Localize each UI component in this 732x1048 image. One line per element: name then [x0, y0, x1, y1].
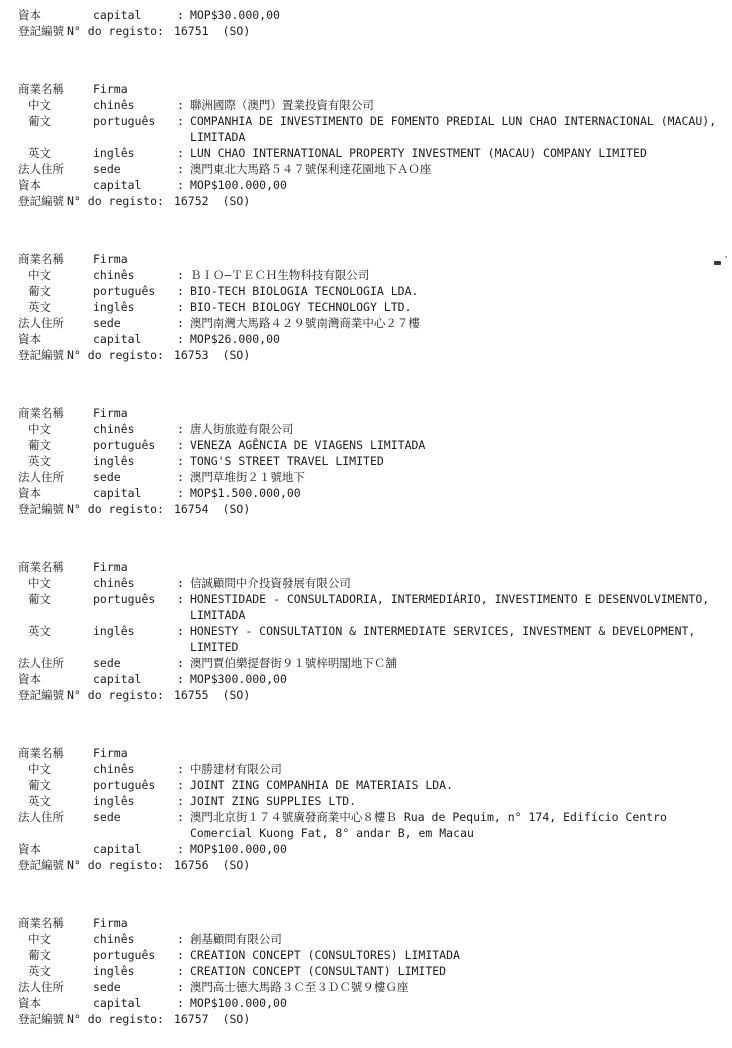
registry-suffix: (SO) — [222, 858, 251, 872]
portuguese-label-pt: português — [93, 284, 156, 298]
capital-label-zh: 資本 — [18, 332, 41, 346]
chinese-name-value: 聯洲國際（澳門）置業投資有限公司 — [189, 98, 374, 112]
capital-row — [0, 177, 732, 193]
colon-separator: : — [177, 470, 184, 484]
seat-value: 澳門北京街１７４號廣發商業中心８樓Ｂ Rua de Pequim, n° 174, Edifício Centro Comercial Kuong Fat, 8° andar B, em Macau — [189, 810, 667, 840]
colon-separator: : — [177, 996, 184, 1010]
registry-suffix: (SO) — [222, 348, 251, 362]
english-name-wrap — [177, 299, 732, 315]
colon-separator: : — [177, 964, 184, 978]
firm-header-row — [0, 915, 732, 931]
chinese-name-row — [0, 267, 732, 283]
portuguese-label-pt: português — [93, 948, 156, 962]
firm-header-row — [0, 559, 732, 575]
capital-label-pt: capital — [93, 178, 142, 192]
english-name-wrap — [177, 793, 732, 809]
seat-value-wrap — [177, 809, 732, 841]
firm-label-zh: 商業名稱 — [18, 252, 64, 266]
english-name-value: BIO-TECH BIOLOGY TECHNOLOGY LTD. — [189, 300, 412, 314]
firm-label-pt: Firma — [93, 560, 128, 574]
registry-number-row — [0, 23, 732, 39]
english-name-row — [0, 453, 732, 469]
seat-label-zh: 法人住所 — [18, 470, 64, 484]
portuguese-label-pt: português — [93, 778, 156, 792]
chinese-name-row — [0, 97, 732, 113]
firm-label-zh: 商業名稱 — [18, 916, 64, 930]
registry-entry-partial — [0, 7, 732, 39]
registry-label-zh: 登記編號 — [18, 502, 64, 516]
english-label-zh: 英文 — [28, 794, 51, 808]
english-label-pt: inglês — [93, 300, 135, 314]
portuguese-label-pt: português — [93, 114, 156, 128]
capital-row — [0, 995, 732, 1011]
registry-suffix: (SO) — [222, 24, 251, 38]
chinese-name-row — [0, 575, 732, 591]
registry-label-pt: N° do registo: — [67, 688, 164, 702]
scan-artifact-speck — [714, 261, 721, 265]
portuguese-name-row — [0, 777, 732, 793]
registry-label-zh: 登記編號 — [18, 194, 64, 208]
firm-label-zh: 商業名稱 — [18, 406, 64, 420]
chinese-name-row — [0, 761, 732, 777]
portuguese-name-wrap — [177, 777, 732, 793]
capital-row — [0, 841, 732, 857]
colon-separator: : — [177, 624, 184, 638]
colon-separator: : — [177, 762, 184, 776]
seat-row — [0, 469, 732, 485]
colon-separator: : — [177, 8, 184, 22]
registry-label-zh: 登記編號 — [18, 1012, 64, 1026]
capital-value: MOP$100.000,00 — [189, 842, 287, 856]
capital-value-wrap — [177, 841, 732, 857]
registry-entry — [0, 559, 732, 703]
portuguese-name-value: JOINT ZING COMPANHIA DE MATERIAIS LDA. — [189, 778, 454, 792]
seat-value-wrap — [177, 655, 732, 671]
colon-separator: : — [177, 438, 184, 452]
registry-number: 16755 — [173, 688, 209, 702]
chinese-label-zh: 中文 — [28, 268, 51, 282]
portuguese-name-wrap — [177, 113, 732, 145]
seat-label-pt: sede — [93, 656, 121, 670]
capital-row — [0, 671, 732, 687]
english-label-pt: inglês — [93, 454, 135, 468]
english-name-value: HONESTY - CONSULTATION & INTERMEDIATE SERVICES, INVESTMENT & DEVELOPMENT, LIMITED — [189, 624, 696, 654]
colon-separator: : — [177, 576, 184, 590]
capital-label-zh: 資本 — [18, 996, 41, 1010]
seat-value: 澳門草堆街２１號地下 — [189, 470, 305, 484]
colon-separator: : — [177, 672, 184, 686]
colon-separator: : — [177, 842, 184, 856]
registry-number-row — [0, 347, 732, 363]
seat-label-zh: 法人住所 — [18, 162, 64, 176]
chinese-label-pt: chinês — [93, 576, 135, 590]
portuguese-label-zh: 葡文 — [28, 284, 51, 298]
capital-value-wrap — [177, 995, 732, 1011]
colon-separator: : — [177, 656, 184, 670]
registry-number-row — [0, 193, 732, 209]
capital-value-wrap — [177, 485, 732, 501]
capital-value-wrap — [177, 671, 732, 687]
english-name-wrap — [177, 623, 732, 655]
english-name-row — [0, 299, 732, 315]
registry-number-row — [0, 501, 732, 517]
portuguese-name-row — [0, 947, 732, 963]
capital-value-wrap — [177, 331, 732, 347]
english-label-zh: 英文 — [28, 964, 51, 978]
portuguese-name-wrap — [177, 591, 732, 623]
portuguese-name-value: BIO-TECH BIOLOGIA TECNOLOGIA LDA. — [189, 284, 419, 298]
portuguese-name-value: COMPANHIA DE INVESTIMENTO DE FOMENTO PREDIAL LUN CHAO INTERNACIONAL (MACAU), LIMITADA — [189, 114, 717, 144]
capital-label-pt: capital — [93, 842, 142, 856]
english-name-wrap — [177, 963, 732, 979]
seat-value-wrap — [177, 469, 732, 485]
colon-separator: : — [177, 162, 184, 176]
english-name-wrap — [177, 453, 732, 469]
colon-separator: : — [177, 592, 184, 606]
portuguese-name-value: HONESTIDADE - CONSULTADORIA, INTERMEDIÁRIO, INVESTIMENTO E DESENVOLVIMENTO, LIMITADA — [189, 592, 710, 622]
capital-label-zh: 資本 — [18, 486, 41, 500]
chinese-label-pt: chinês — [93, 762, 135, 776]
colon-separator: : — [177, 98, 184, 112]
seat-value-wrap — [177, 161, 732, 177]
chinese-label-zh: 中文 — [28, 422, 51, 436]
seat-row — [0, 315, 732, 331]
seat-value: 澳門高士德大馬路３Ｃ至３ＤＣ號９樓Ｇ座 — [189, 980, 409, 994]
portuguese-name-wrap — [177, 437, 732, 453]
seat-value: 澳門賈伯樂提督街９１號梓明閣地下Ｃ舖 — [189, 656, 397, 670]
colon-separator: : — [177, 146, 184, 160]
english-label-zh: 英文 — [28, 146, 51, 160]
capital-row — [0, 485, 732, 501]
capital-label-zh: 資本 — [18, 842, 41, 856]
capital-row — [0, 331, 732, 347]
seat-value: 澳門南灣大馬路４２９號南灣商業中心２７樓 — [189, 316, 420, 330]
portuguese-name-wrap — [177, 283, 732, 299]
capital-value: MOP$1.500.000,00 — [189, 486, 301, 500]
english-name-row — [0, 145, 732, 161]
portuguese-name-row — [0, 591, 732, 623]
seat-value-wrap — [177, 979, 732, 995]
portuguese-label-pt: português — [93, 438, 156, 452]
portuguese-label-zh: 葡文 — [28, 114, 51, 128]
capital-label-zh: 資本 — [18, 672, 41, 686]
firm-header-row — [0, 251, 732, 267]
seat-label-zh: 法人住所 — [18, 656, 64, 670]
chinese-name-wrap — [177, 421, 732, 437]
registry-label-pt: N° do registo: — [67, 348, 164, 362]
chinese-name-row — [0, 421, 732, 437]
english-name-wrap — [177, 145, 732, 161]
registry-entry — [0, 915, 732, 1027]
registry-label-zh: 登記編號 — [18, 858, 64, 872]
chinese-label-pt: chinês — [93, 422, 135, 436]
registry-suffix: (SO) — [222, 688, 251, 702]
portuguese-name-value: VENEZA AGÊNCIA DE VIAGENS LIMITADA — [189, 438, 426, 452]
seat-label-zh: 法人住所 — [18, 810, 64, 824]
chinese-name-wrap — [177, 761, 732, 777]
capital-value: MOP$100.000,00 — [189, 178, 287, 192]
colon-separator: : — [177, 932, 184, 946]
registry-suffix: (SO) — [222, 502, 251, 516]
registry-number: 16753 — [173, 348, 209, 362]
english-label-pt: inglês — [93, 964, 135, 978]
english-label-pt: inglês — [93, 794, 135, 808]
colon-separator: : — [177, 268, 184, 282]
portuguese-name-wrap — [177, 947, 732, 963]
english-label-pt: inglês — [93, 624, 135, 638]
chinese-label-zh: 中文 — [28, 98, 51, 112]
chinese-label-zh: 中文 — [28, 932, 51, 946]
english-name-value: JOINT ZING SUPPLIES LTD. — [189, 794, 357, 808]
seat-label-pt: sede — [93, 810, 121, 824]
portuguese-label-pt: português — [93, 592, 156, 606]
english-label-pt: inglês — [93, 146, 135, 160]
colon-separator: : — [177, 486, 184, 500]
capital-label-pt: capital — [93, 332, 142, 346]
firm-label-pt: Firma — [93, 252, 128, 266]
firm-label-pt: Firma — [93, 406, 128, 420]
seat-row — [0, 161, 732, 177]
seat-label-pt: sede — [93, 316, 121, 330]
chinese-name-wrap — [177, 97, 732, 113]
chinese-name-row — [0, 931, 732, 947]
colon-separator: : — [177, 778, 184, 792]
registry-label-pt: N° do registo: — [67, 1012, 164, 1026]
firm-label-pt: Firma — [93, 746, 128, 760]
chinese-label-zh: 中文 — [28, 576, 51, 590]
colon-separator: : — [177, 316, 184, 330]
portuguese-label-zh: 葡文 — [28, 438, 51, 452]
portuguese-label-zh: 葡文 — [28, 592, 51, 606]
colon-separator: : — [177, 284, 184, 298]
registry-suffix: (SO) — [222, 194, 251, 208]
chinese-label-pt: chinês — [93, 98, 135, 112]
capital-value-wrap — [177, 177, 732, 193]
chinese-name-value: ＢＩＯ—ＴＥＣＨ生物科技有限公司 — [189, 268, 370, 282]
seat-value-wrap — [177, 315, 732, 331]
firm-label-zh: 商業名稱 — [18, 82, 64, 96]
registry-label-zh: 登記編號 — [18, 24, 64, 38]
registry-entry — [0, 251, 732, 363]
capital-label-pt: capital — [93, 672, 142, 686]
capital-label-pt: capital — [93, 8, 142, 22]
registry-number-row — [0, 1011, 732, 1027]
chinese-name-wrap — [177, 931, 732, 947]
firm-header-row — [0, 405, 732, 421]
firm-label-pt: Firma — [93, 916, 128, 930]
capital-row — [0, 7, 732, 23]
seat-label-zh: 法人住所 — [18, 980, 64, 994]
colon-separator: : — [177, 810, 184, 824]
registry-number: 16756 — [173, 858, 209, 872]
portuguese-label-zh: 葡文 — [28, 778, 51, 792]
registry-entry — [0, 405, 732, 517]
registry-label-pt: N° do registo: — [67, 24, 164, 38]
portuguese-name-row — [0, 283, 732, 299]
colon-separator: : — [177, 300, 184, 314]
seat-label-pt: sede — [93, 980, 121, 994]
seat-label-zh: 法人住所 — [18, 316, 64, 330]
english-name-value: TONG'S STREET TRAVEL LIMITED — [189, 454, 384, 468]
registry-label-pt: N° do registo: — [67, 194, 164, 208]
portuguese-name-value: CREATION CONCEPT (CONSULTORES) LIMITADA — [189, 948, 460, 962]
capital-label-zh: 資本 — [18, 178, 41, 192]
english-label-zh: 英文 — [28, 300, 51, 314]
chinese-name-wrap — [177, 575, 732, 591]
chinese-name-value: 唐人街旅遊有限公司 — [189, 422, 294, 436]
chinese-label-zh: 中文 — [28, 762, 51, 776]
english-name-row — [0, 963, 732, 979]
registry-number-row — [0, 687, 732, 703]
seat-label-pt: sede — [93, 162, 121, 176]
colon-separator: : — [177, 794, 184, 808]
capital-value: MOP$300.000,00 — [189, 672, 287, 686]
registry-number: 16752 — [173, 194, 209, 208]
english-name-value: CREATION CONCEPT (CONSULTANT) LIMITED — [189, 964, 447, 978]
seat-row — [0, 809, 732, 841]
registry-label-pt: N° do registo: — [67, 502, 164, 516]
capital-label-pt: capital — [93, 996, 142, 1010]
chinese-label-pt: chinês — [93, 268, 135, 282]
chinese-label-pt: chinês — [93, 932, 135, 946]
english-name-row — [0, 623, 732, 655]
firm-label-zh: 商業名稱 — [18, 560, 64, 574]
english-label-zh: 英文 — [28, 454, 51, 468]
portuguese-name-row — [0, 437, 732, 453]
english-name-value: LUN CHAO INTERNATIONAL PROPERTY INVESTMENT (MACAU) COMPANY LIMITED — [189, 146, 647, 160]
capital-value: MOP$100.000,00 — [189, 996, 287, 1010]
registry-number-row — [0, 857, 732, 873]
capital-label-pt: capital — [93, 486, 142, 500]
capital-label-zh: 資本 — [18, 8, 41, 22]
registry-entry — [0, 81, 732, 209]
registry-label-zh: 登記編號 — [18, 688, 64, 702]
portuguese-label-zh: 葡文 — [28, 948, 51, 962]
colon-separator: : — [177, 114, 184, 128]
colon-separator: : — [177, 454, 184, 468]
seat-row — [0, 979, 732, 995]
registry-number: 16757 — [173, 1012, 209, 1026]
registry-label-pt: N° do registo: — [67, 858, 164, 872]
portuguese-name-row — [0, 113, 732, 145]
capital-value: MOP$30.000,00 — [189, 8, 280, 22]
registry-entry — [0, 745, 732, 873]
seat-row — [0, 655, 732, 671]
seat-label-pt: sede — [93, 470, 121, 484]
colon-separator: : — [177, 980, 184, 994]
firm-label-pt: Firma — [93, 82, 128, 96]
colon-separator: : — [177, 422, 184, 436]
registry-label-zh: 登記編號 — [18, 348, 64, 362]
capital-value-wrap — [177, 7, 732, 23]
entries-list — [0, 81, 732, 1027]
registry-suffix: (SO) — [222, 1012, 251, 1026]
firm-header-row — [0, 81, 732, 97]
registry-number: 16754 — [173, 502, 209, 516]
colon-separator: : — [177, 178, 184, 192]
chinese-name-value: 創基顧問有限公司 — [189, 932, 282, 946]
registry-number: 16751 — [173, 24, 209, 38]
english-name-row — [0, 793, 732, 809]
english-label-zh: 英文 — [28, 624, 51, 638]
capital-value: MOP$26.000,00 — [189, 332, 280, 346]
scan-artifact-dot — [725, 256, 727, 258]
chinese-name-value: 信誠顧問中介投資發展有限公司 — [189, 576, 351, 590]
chinese-name-value: 中勝建材有限公司 — [189, 762, 282, 776]
seat-value: 澳門東北大馬路５４７號保利達花園地下ＡＯ座 — [189, 162, 432, 176]
firm-header-row — [0, 745, 732, 761]
colon-separator: : — [177, 332, 184, 346]
chinese-name-wrap — [177, 267, 732, 283]
colon-separator: : — [177, 948, 184, 962]
firm-label-zh: 商業名稱 — [18, 746, 64, 760]
